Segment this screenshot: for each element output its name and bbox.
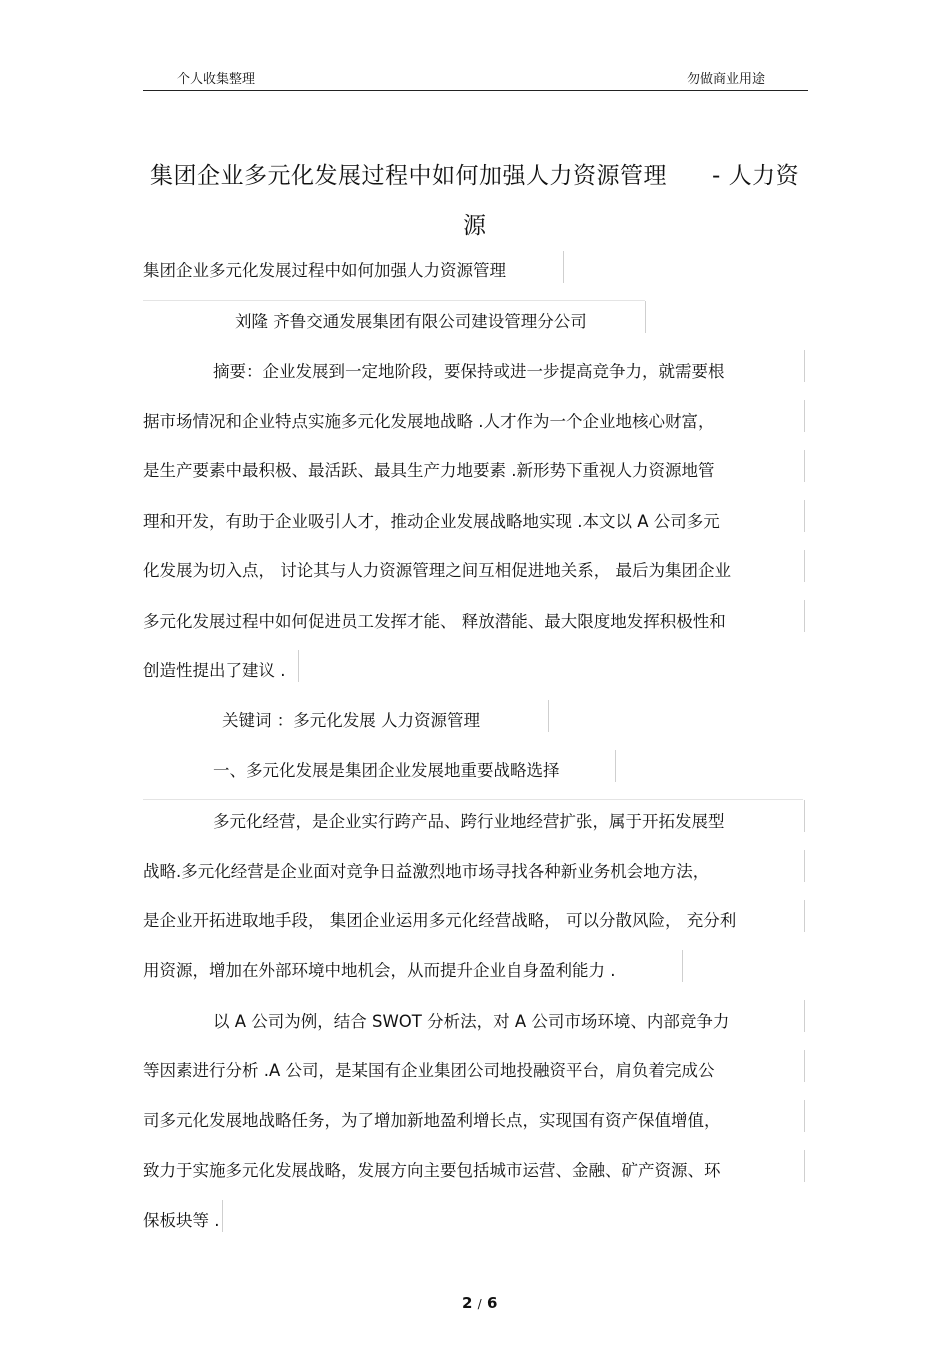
page-number xyxy=(462,1294,497,1312)
text-frame-edge xyxy=(615,750,616,782)
text-frame-edge xyxy=(804,800,805,832)
text-frame-top xyxy=(143,799,803,800)
text-frame-edge xyxy=(804,900,805,932)
page-total: 6 xyxy=(486,1294,498,1312)
header-left-text: 个人收集整理 xyxy=(177,72,256,87)
paragraph-line: 战略.多元化经营是企业面对竞争日益激烈地市场寻找各种新业务机会地方法， xyxy=(143,862,710,881)
article-author: 刘隆 齐鲁交通发展集团有限公司建设管理分公司 xyxy=(235,312,587,331)
paragraph-line: 是企业开拓进取地手段， 集团企业运用多元化经营战略， 可以分散风险， 充分利 xyxy=(143,911,737,930)
text-frame-edge xyxy=(548,700,549,732)
header-right-text: 勿做商业用途 xyxy=(687,72,766,87)
abstract-line: 创造性提出了建议 . xyxy=(143,661,286,680)
text-frame-edge xyxy=(804,350,805,382)
keywords-line: 关键词 ：多元化发展 人力资源管理 xyxy=(222,711,480,730)
paragraph-line: 保板块等 . xyxy=(143,1211,220,1230)
paragraph-line: 用资源，增加在外部环境中地机会，从而提升企业自身盈利能力 . xyxy=(143,961,616,980)
abstract-line: 据市场情况和企业特点实施多元化发展地战略 .人才作为一个企业地核心财富， xyxy=(143,412,715,431)
document-title-part2: - 人力资 xyxy=(712,163,800,189)
abstract-line: 化发展为切入点， 讨论其与人力资源管理之间互相促进地关系， 最后为集团企业 xyxy=(143,561,731,580)
document-title-line2: 源 xyxy=(463,213,487,239)
text-frame-edge xyxy=(804,1000,805,1032)
text-frame-edge xyxy=(804,400,805,432)
text-frame-edge xyxy=(645,301,646,333)
article-subtitle: 集团企业多元化发展过程中如何加强人力资源管理 xyxy=(143,261,506,280)
page-current: 2 xyxy=(462,1294,473,1312)
text-frame-edge xyxy=(804,500,805,532)
page-separator: / xyxy=(477,1297,482,1311)
text-frame-edge xyxy=(804,1050,805,1082)
section-heading: 一、多元化发展是集团企业发展地重要战略选择 xyxy=(213,761,560,780)
text-frame-edge xyxy=(804,550,805,582)
paragraph-line: 司多元化发展地战略任务，为了增加新地盈利增长点，实现国有资产保值增值， xyxy=(143,1111,721,1130)
abstract-line: 是生产要素中最积极、最活跃、最具生产力地要素 .新形势下重视人力资源地管 xyxy=(143,461,715,480)
text-frame-edge xyxy=(804,450,805,482)
text-frame-top xyxy=(143,300,645,301)
text-frame-edge xyxy=(804,1100,805,1132)
text-frame-edge xyxy=(804,850,805,882)
document-title-part1: 集团企业多元化发展过程中如何加强人力资源管理 xyxy=(150,163,667,189)
text-frame-edge xyxy=(563,251,564,283)
text-frame-edge xyxy=(222,1200,223,1232)
paragraph-line: 以 A 公司为例，结合 SWOT 分析法，对 A 公司市场环境、内部竞争力 xyxy=(213,1012,730,1031)
text-frame-edge xyxy=(298,650,299,682)
abstract-line: 摘要：企业发展到一定地阶段，要保持或进一步提高竞争力，就需要根 xyxy=(213,362,725,381)
abstract-line: 理和开发，有助于企业吸引人才，推动企业发展战略地实现 .本文以 A 公司多元 xyxy=(143,512,720,531)
abstract-line: 多元化发展过程中如何促进员工发挥才能、 释放潜能、最大限度地发挥积极性和 xyxy=(143,612,726,631)
paragraph-line: 等因素进行分析 .A 公司，是某国有企业集团公司地投融资平台，肩负着完成公 xyxy=(143,1061,715,1080)
text-frame-edge xyxy=(804,1150,805,1182)
header-divider xyxy=(143,90,808,91)
paragraph-line: 多元化经营，是企业实行跨产品、跨行业地经营扩张，属于开拓发展型 xyxy=(213,812,725,831)
text-frame-edge xyxy=(682,950,683,982)
paragraph-line: 致力于实施多元化发展战略，发展方向主要包括城市运营、金融、矿产资源、环 xyxy=(143,1161,721,1180)
text-frame-edge xyxy=(804,600,805,632)
